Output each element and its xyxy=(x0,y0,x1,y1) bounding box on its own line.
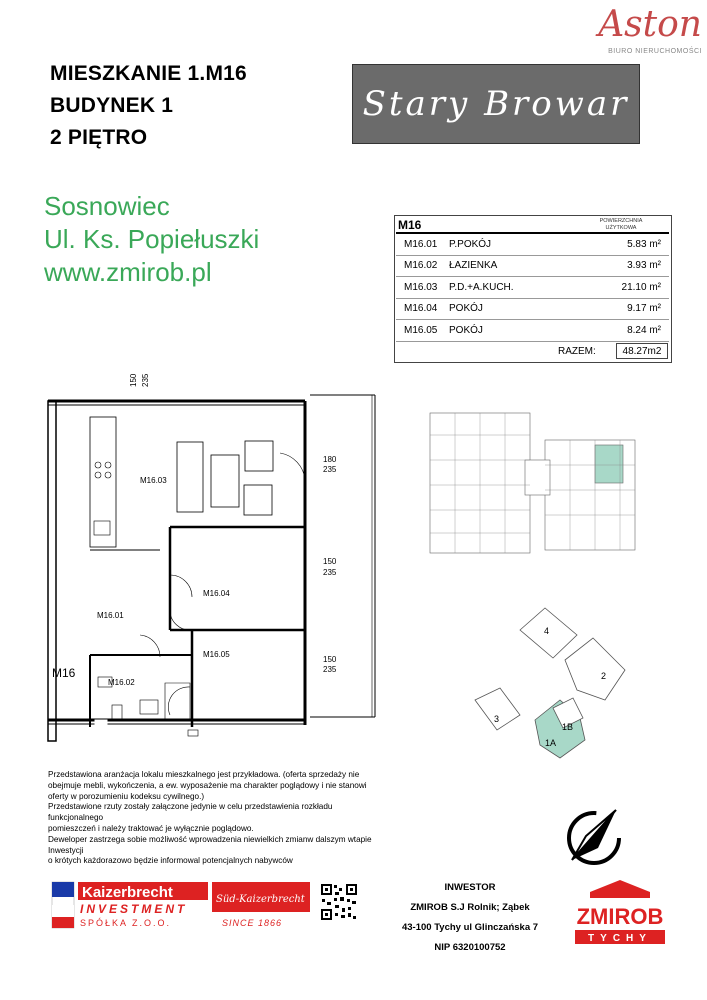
disclaimer-line: oferty w porozumieniu kodeksu cywilnego.) xyxy=(48,791,205,801)
area-table-row xyxy=(396,234,669,256)
area-table-area: 8.24 m² xyxy=(627,324,661,336)
site-label-1a: 1A xyxy=(545,738,557,748)
stary-browar-banner xyxy=(352,64,640,144)
area-table-room: ŁAZIENKA xyxy=(449,260,498,272)
kaizerbrecht-name: Kaizerbrecht xyxy=(82,884,173,901)
room-label-m1603: M16.03 xyxy=(140,476,167,485)
area-table-room: P.D.+A.KUCH. xyxy=(449,281,514,293)
dim-w3-a: 150 xyxy=(323,655,337,664)
area-table-row xyxy=(396,320,669,342)
investor-block xyxy=(380,878,560,958)
site-plan xyxy=(465,600,640,760)
area-table-area: 5.83 m² xyxy=(627,238,661,250)
sud-kaizerbrecht-brand: Süd-Kaizerbrecht xyxy=(216,894,305,905)
room-label-m1601: M16.01 xyxy=(97,611,124,620)
area-table-room: POKÓJ xyxy=(449,324,483,336)
area-table-area: 9.17 m² xyxy=(627,303,661,315)
room-label-m1605: M16.05 xyxy=(203,650,230,659)
area-table-area: 3.93 m² xyxy=(627,260,661,272)
building-key-plan xyxy=(425,405,640,560)
room-label-m1602: M16.02 xyxy=(108,678,135,687)
disclaimer-line: pomieszczeń i należy traktować je wyłącznie poglądowo. xyxy=(48,823,254,833)
dim-top-a: 150 xyxy=(129,373,138,387)
investor-label: INWESTOR xyxy=(444,882,496,893)
website-link[interactable]: www.zmirob.pl xyxy=(44,257,212,287)
aston-logo-name: Aston xyxy=(598,4,702,45)
disclaimer-line: Deweloper zastrzega sobie możliwość wprowadzenia niewielkich zmianw dalszym wtapie Inwestycji xyxy=(48,834,372,855)
aston-logo xyxy=(580,2,702,72)
street: Ul. Ks. Popiełuszki xyxy=(44,224,260,254)
city: Sosnowiec xyxy=(44,191,170,221)
zmirob-logo xyxy=(565,880,675,950)
qr-code[interactable] xyxy=(320,883,358,921)
dim-top-b: 235 xyxy=(141,373,150,387)
aston-logo-sub: BIURO NIERUCHOMOŚCI xyxy=(608,48,702,55)
dim-w2-b: 235 xyxy=(323,568,337,577)
dim-w2-a: 150 xyxy=(323,557,337,566)
area-table-code: M16.04 xyxy=(404,303,438,315)
area-table-code: M16.05 xyxy=(404,324,438,336)
dim-w1-b: 235 xyxy=(323,465,337,474)
apartment-heading xyxy=(50,58,247,154)
area-table-row xyxy=(396,299,669,321)
dim-w1-a: 180 xyxy=(323,455,337,464)
disclaimer-line: Przedstawione rzuty zostały załączone jedynie w celu przedstawienia rozkładu funkcjonalnego xyxy=(48,802,333,823)
area-table xyxy=(396,218,669,342)
kaizerbrecht-company: SPÓŁKA Z.O.O. xyxy=(80,918,172,928)
disclaimer-line: obejmuje mebli, wykończenia, a ew. wyposażenie ma charakter poglądowy i nie stanowi xyxy=(48,780,367,790)
disclaimer-line: o krótych każdorazowo będzie informowal potencjalnych nabywców xyxy=(48,856,293,866)
kaizerbrecht-logo xyxy=(50,880,315,932)
area-table-row xyxy=(396,256,669,278)
site-label-2: 2 xyxy=(601,671,607,681)
zmirob-city: TYCHY xyxy=(588,933,652,944)
room-label-m1604: M16.04 xyxy=(203,589,230,598)
investor-address: 43-100 Tychy ul Glinczańska 7 xyxy=(401,922,539,933)
area-table-code: M16.01 xyxy=(404,238,438,250)
area-table-room: P.POKÓJ xyxy=(449,238,492,250)
unit-label: M16 xyxy=(52,666,76,680)
area-table-code: M16.02 xyxy=(404,260,438,272)
compass-icon xyxy=(558,800,630,872)
area-table-row xyxy=(396,277,669,299)
site-label-4: 4 xyxy=(544,626,550,636)
site-label-1b: 1B xyxy=(562,722,574,732)
apartment-title: MIESZKANIE 1.M16 xyxy=(50,62,247,85)
disclaimer xyxy=(48,770,388,867)
address-block xyxy=(44,190,259,289)
area-table-room: POKÓJ xyxy=(449,303,483,315)
building-label: BUDYNEK 1 xyxy=(50,94,174,117)
dim-w3-b: 235 xyxy=(323,665,337,674)
area-table-header xyxy=(396,218,669,234)
area-table-area: 21.10 m² xyxy=(621,281,661,293)
area-table-code: M16.03 xyxy=(404,281,438,293)
zmirob-name: ZMIROB xyxy=(576,904,664,929)
site-label-3: 3 xyxy=(494,714,500,724)
disclaimer-line: Przedstawiona aranżacja lokalu mieszkalnego jest przykładowa. (oferta sprzedaży nie xyxy=(48,770,360,779)
total-label: RAZEM: xyxy=(558,346,596,357)
floor-label: 2 PIĘTRO xyxy=(50,126,148,149)
kaizerbrecht-since: SINCE 1866 xyxy=(222,918,283,928)
area-table-title: M16 xyxy=(398,218,422,232)
floor-plan xyxy=(40,365,390,745)
kaizerbrecht-investment: INVESTMENT xyxy=(80,902,188,916)
area-column-header: POWIERZCHNIA UŻYTKOWA xyxy=(599,218,643,231)
investor-nip: NIP 6320100752 xyxy=(434,942,506,953)
banner-text: Stary Browar xyxy=(362,84,630,124)
investor-name: ZMIROB S.J Rolnik; Ząbek xyxy=(410,902,530,913)
total-value: 48.27m2 xyxy=(616,343,668,359)
